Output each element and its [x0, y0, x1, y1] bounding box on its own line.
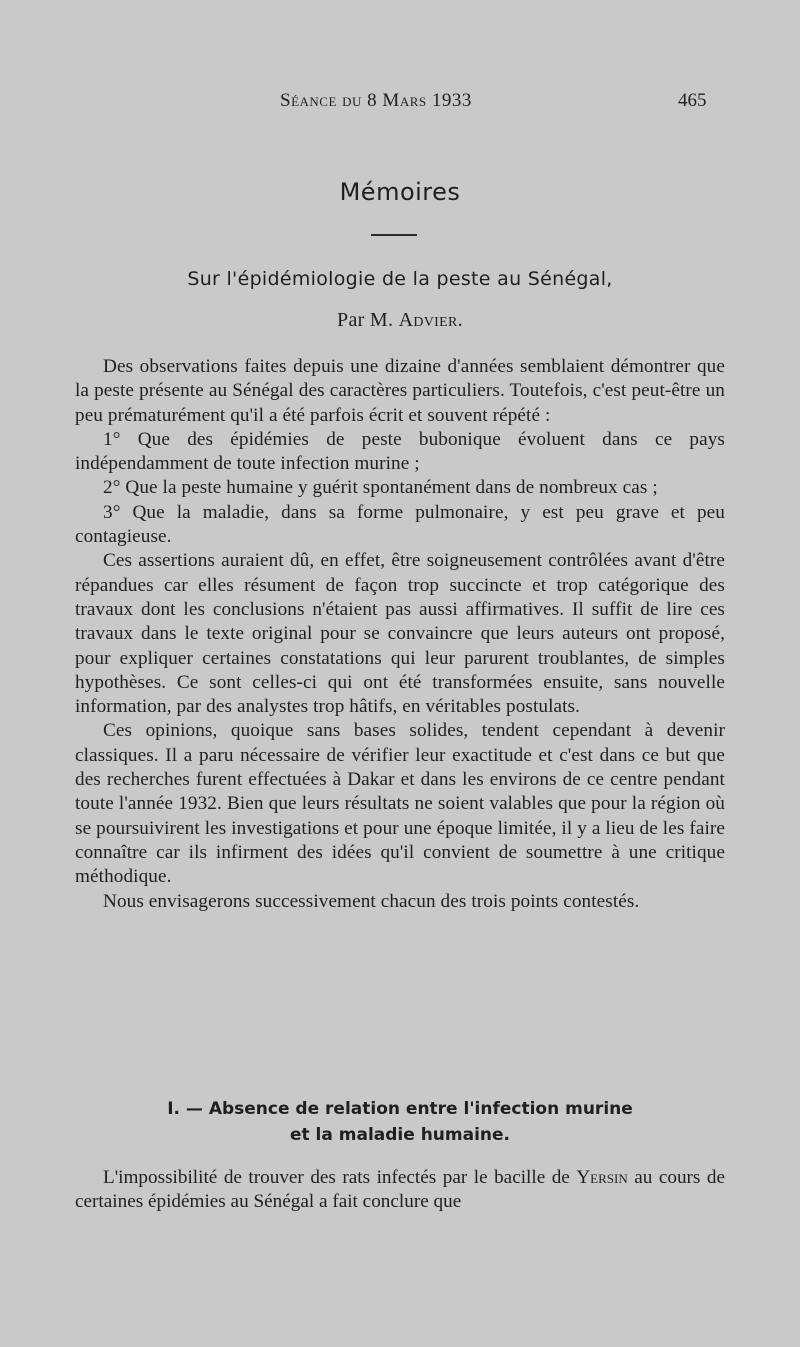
heading-rule [371, 234, 417, 236]
author-name: Advier. [398, 309, 463, 331]
article-author [0, 309, 800, 332]
subsection-heading-line: I. — Absence de relation entre l'infection murine [167, 1099, 633, 1119]
closing-text-end: au cours de certaines épidémies au Sénégal a fait conclure que [75, 1167, 725, 1213]
paragraph: 2° Que la peste humaine y guérit spontanément dans de nombreux cas ; [103, 477, 658, 499]
paragraph: Des observations faites depuis une dizaine d'années semblaient démontrer que la peste présente au Sénégal des caractères particuliers. Toutefois, c'est peut-être un peu prématurément qu'il a été parfois écrit et souvent répété : [75, 356, 725, 426]
running-header [0, 90, 800, 120]
author-prefix: Par M. [337, 309, 394, 331]
paragraph: 3° Que la maladie, dans sa forme pulmonaire, y est peu grave et peu contagieuse. [75, 501, 725, 548]
article-body [75, 355, 725, 914]
subsection-heading-line: et la maladie humaine. [289, 1125, 511, 1145]
paragraph: 1° Que des épidémies de peste bubonique évoluent dans ce pays indépendamment de toute infection murine ; [75, 428, 725, 475]
page-number: 465 [678, 90, 707, 111]
paragraph: Nous envisagerons successivement chacun des trois points contestés. [103, 890, 640, 912]
paragraph: Ces opinions, quoique sans bases solides, tendent cependant à devenir classiques. Il a paru nécessaire de vérifier leur exactitude et c'est dans ce but que des recherches furent effectuées à Dakar et dans les environs de ce centre pendant toute l'année 1932. Bien que leurs résultats ne soient valables que pour la région où se poursuivirent les investigations et pour une époque limitée, il y a lieu de les faire connaître car ils infirment des idées qu'il convient de soumettre à une critique méthodique. [75, 720, 725, 888]
article-title: Sur l'épidémiologie de la peste au Sénégal, [187, 268, 613, 290]
running-title: Séance du 8 Mars 1933 [280, 90, 472, 111]
person-name: Yersin [576, 1167, 628, 1188]
section-heading: Mémoires [339, 178, 461, 206]
paragraph [75, 1166, 725, 1215]
closing-paragraph [75, 1166, 725, 1215]
closing-text-start: L'impossibilité de trouver des rats infectés par le bacille de [103, 1167, 577, 1188]
subsection-heading [0, 1096, 800, 1148]
paragraph: Ces assertions auraient dû, en effet, être soigneusement contrôlées avant d'être répandues car elles résument de façon trop succincte et trop catégorique des travaux dont les conclusions n'étaient pas aussi affirmatives. Il suffit de lire ces travaux dans le texte original pour se convaincre que leurs auteurs ont proposé, pour expliquer certaines constatations qui leur parurent troublantes, de simples hypothèses. Ce sont celles-ci qui ont été transformées ensuite, sans nouvelle information, par des analystes trop hâtifs, en véritables postulats. [75, 550, 725, 718]
